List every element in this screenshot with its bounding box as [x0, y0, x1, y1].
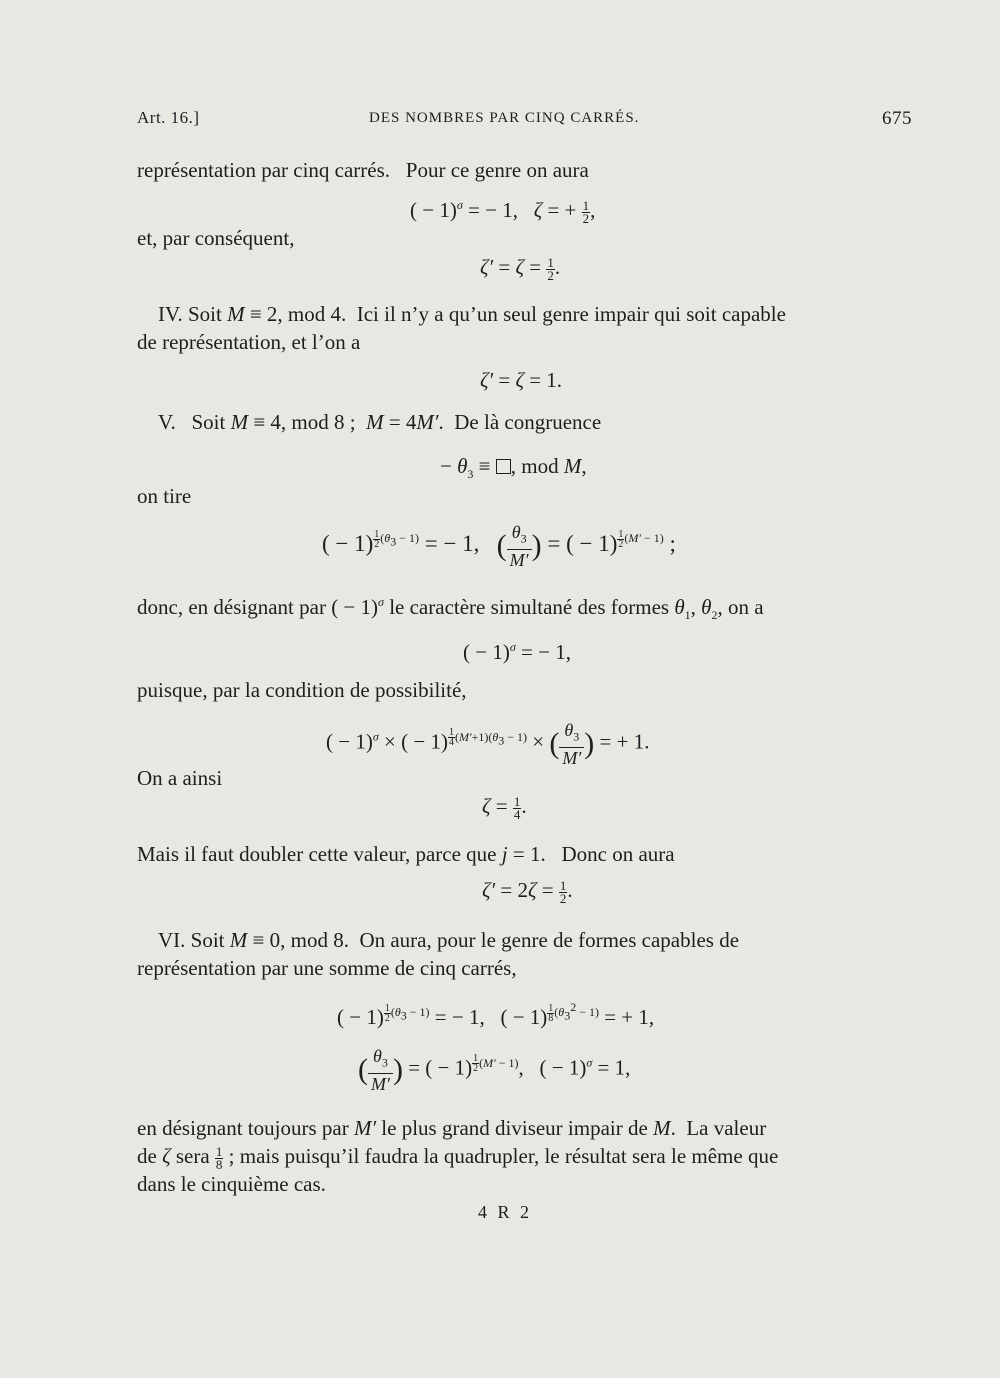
printer-signature: 4 R 2 — [478, 1202, 533, 1222]
text-line-7: donc, en désignant par ( − 1)$^\sigma$ le caractère simultané des formes $\theta_1$, $\theta_2$, on a — [137, 595, 764, 623]
equation-10: ( − 1) $^{\frac{1}{2} (\theta_3 - 1)}$ = − 1, ( − 1) $^{\frac{1}{8} (\theta_3^2 - 1)}$ = + 1, — [337, 1000, 655, 1029]
equation-5: ( − 1) $^{\frac{1}{2} (\theta_3 - 1)}$ = − 1, ( $\frac{\theta_3}{M'}$ ) = ( − 1) $^{\frac{1}{2} (M' - 1)}$ ; — [322, 522, 676, 570]
equation-7: ( − 1)$^\sigma$ × ( − 1) $^{\frac{1}{4} (M'+1)(\theta_3 - 1)}$ × ( $\frac{\theta_3}{M'}$ ) = + 1. — [326, 720, 650, 768]
running-header — [137, 108, 912, 138]
text-line-11: VI. Soit M ≡ 0, mod 8. On aura, pour le genre de formes capables de — [137, 928, 740, 952]
text-line-15: dans le cinquième cas. — [137, 1172, 326, 1196]
page-number: 675 — [882, 108, 912, 129]
equation-8: ζ = $\frac{1}{4}$ . — [482, 793, 527, 822]
text-line-10: Mais il faut doubler cette valeur, parce que j = 1. Donc on aura — [137, 842, 675, 866]
equation-3: ζ′ = ζ = 1. — [480, 368, 563, 392]
equation-1: ( − 1)$^\sigma$ = − 1, ζ = + $\frac{1}{2}$ , — [410, 197, 596, 226]
text-line-9: On a ainsi — [137, 766, 223, 790]
equation-9: ζ′ = 2ζ = $\frac{1}{2}$ . — [482, 877, 573, 906]
text-line-13: en désignant toujours par M′ le plus grand diviseur impair de M. La valeur — [137, 1116, 767, 1140]
text-line-8: puisque, par la condition de possibilité, — [137, 678, 467, 702]
equation-11: ( $\frac{\theta_3}{M'}$ ) = ( − 1) $^{\frac{1}{2} (M' - 1)}$, ( − 1)$^\sigma$ = 1, — [358, 1046, 631, 1094]
article-ref: Art. 16.] — [137, 108, 200, 127]
text-line-5: V. Soit M ≡ 4, mod 8 ; M = 4M′. De là congruence — [137, 410, 602, 434]
equation-6: ( − 1)$^\sigma$ = − 1, — [463, 640, 571, 664]
text-line-2: et, par conséquent, — [137, 226, 295, 250]
text-line-14: de ζ sera $\frac{1}{8}$ ; mais puisqu’il faudra la quadrupler, le résultat sera le même que — [137, 1143, 779, 1172]
text-line-6: on tire — [137, 484, 192, 508]
text-line-4: de représentation, et l’on a — [137, 330, 361, 354]
text-line-12: représentation par une somme de cinq carrés, — [137, 956, 517, 980]
running-title: DES NOMBRES PAR CINQ CARRÉS. — [369, 110, 640, 126]
square-symbol — [496, 459, 511, 474]
text-line-1: représentation par cinq carrés. Pour ce genre on aura — [137, 158, 589, 182]
equation-2: ζ′ = ζ = $\frac{1}{2}$ . — [480, 254, 561, 283]
equation-4: − $\theta_3$ ≡ , mod M, — [440, 454, 587, 482]
text-line-3: IV. Soit M ≡ 2, mod 4. Ici il n’y a qu’un seul genre impair qui soit capable — [137, 302, 786, 326]
